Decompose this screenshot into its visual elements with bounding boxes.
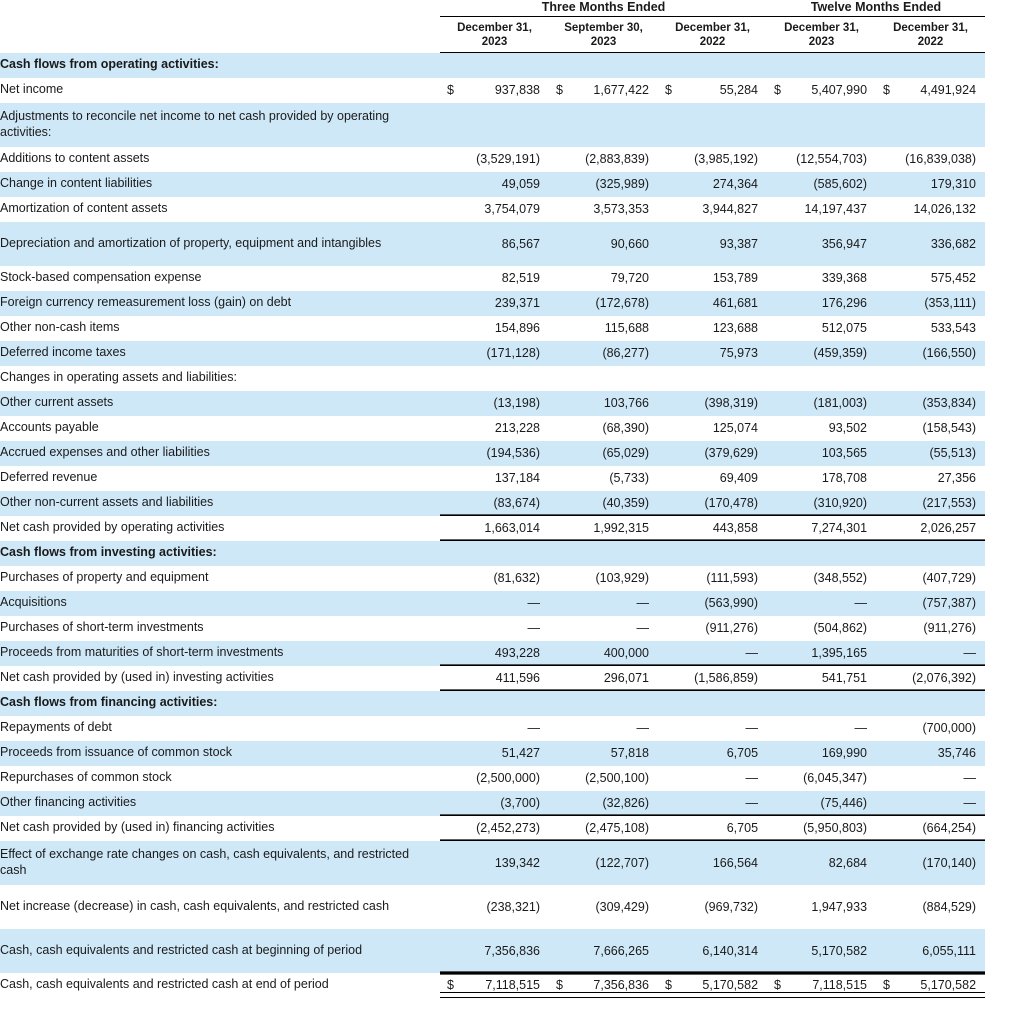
cell-value: 1,992,315 — [549, 516, 658, 541]
cell-value: 356,947 — [767, 222, 876, 266]
currency-symbol: $ — [774, 978, 781, 993]
cell-value: 139,342 — [440, 841, 549, 885]
cell-value — [876, 691, 985, 716]
cell-value: (379,629) — [658, 441, 767, 466]
row-label: Depreciation and amortization of property, equipment and intangibles — [0, 222, 440, 266]
row-label: Other current assets — [0, 391, 440, 416]
table-row — [0, 78, 985, 103]
table-row — [0, 841, 985, 885]
cell-value — [549, 366, 658, 391]
cell-value: (563,990) — [658, 591, 767, 616]
table-row — [0, 491, 985, 516]
cell-value: 512,075 — [767, 316, 876, 341]
currency-symbol: $ — [883, 83, 890, 98]
row-label: Deferred income taxes — [0, 341, 440, 366]
cell-value: (32,826) — [549, 791, 658, 816]
cell-value: (122,707) — [549, 841, 658, 885]
cell-value — [767, 541, 876, 566]
cell-number: 5,407,990 — [811, 83, 868, 98]
cell-value — [658, 973, 767, 998]
cell-value — [658, 366, 767, 391]
currency-symbol: $ — [665, 83, 672, 98]
cell-value: (1,586,859) — [658, 666, 767, 691]
column-header-1 — [549, 17, 658, 53]
cell-value: (585,602) — [767, 172, 876, 197]
cell-value: 49,059 — [440, 172, 549, 197]
total-row-label: Net cash provided by (used in) investing activities — [0, 666, 440, 691]
column-header-4-line2: 2022 — [917, 36, 944, 49]
table-row — [0, 516, 985, 541]
row-label: Accrued expenses and other liabilities — [0, 441, 440, 466]
cell-value: 27,356 — [876, 466, 985, 491]
header-spacer-2 — [0, 17, 440, 53]
table-row — [0, 316, 985, 341]
table-row — [0, 691, 985, 716]
table-body — [0, 53, 985, 998]
cell-value: 411,596 — [440, 666, 549, 691]
cell-value: (5,950,803) — [767, 816, 876, 841]
cell-value — [658, 691, 767, 716]
cell-value: (911,276) — [658, 616, 767, 641]
cell-value: 178,708 — [767, 466, 876, 491]
row-label: Other non-cash items — [0, 316, 440, 341]
cell-value: (158,543) — [876, 416, 985, 441]
cell-value: (309,429) — [549, 885, 658, 929]
cell-value: (166,550) — [876, 341, 985, 366]
cell-value: (172,678) — [549, 291, 658, 316]
cell-value: — — [549, 716, 658, 741]
cell-value: 103,565 — [767, 441, 876, 466]
cell-value: 14,026,132 — [876, 197, 985, 222]
cell-value: 400,000 — [549, 641, 658, 666]
table-row — [0, 341, 985, 366]
table-row — [0, 53, 985, 78]
cell-value: (3,700) — [440, 791, 549, 816]
table-row — [0, 197, 985, 222]
total-row-label: Net cash provided by (used in) financing activities — [0, 816, 440, 841]
cell-value: 35,746 — [876, 741, 985, 766]
cell-value: (5,733) — [549, 466, 658, 491]
row-label: Additions to content assets — [0, 147, 440, 172]
cell-value — [440, 53, 549, 78]
table-row — [0, 929, 985, 973]
cell-value: 336,682 — [876, 222, 985, 266]
cell-value — [440, 691, 549, 716]
cell-value: (884,529) — [876, 885, 985, 929]
cell-value — [658, 53, 767, 78]
cell-value: 14,197,437 — [767, 197, 876, 222]
cell-value — [876, 541, 985, 566]
cell-value — [549, 973, 658, 998]
cell-number: 4,491,924 — [920, 83, 977, 98]
cell-number: 5,170,582 — [920, 978, 977, 993]
row-label: Other financing activities — [0, 791, 440, 816]
cell-value: 2,026,257 — [876, 516, 985, 541]
cell-value: 213,228 — [440, 416, 549, 441]
row-label: Repayments of debt — [0, 716, 440, 741]
cell-value: — — [658, 641, 767, 666]
column-header-1-line1: September 30, — [564, 22, 643, 34]
cell-value: (40,359) — [549, 491, 658, 516]
cell-value: 6,055,111 — [876, 929, 985, 973]
cell-value: 57,818 — [549, 741, 658, 766]
column-group-row — [0, 0, 985, 17]
cell-value: — — [549, 616, 658, 641]
table-row — [0, 766, 985, 791]
row-label: Adjustments to reconcile net income to net cash provided by operating activities: — [0, 103, 440, 147]
cell-value: 125,074 — [658, 416, 767, 441]
cell-value: 103,766 — [549, 391, 658, 416]
column-header-0-line1: December 31, — [457, 22, 532, 34]
cell-value: — — [876, 766, 985, 791]
cell-value: (2,452,273) — [440, 816, 549, 841]
cell-value: — — [767, 716, 876, 741]
cell-value: 443,858 — [658, 516, 767, 541]
cell-value: 533,543 — [876, 316, 985, 341]
cell-value: 6,705 — [658, 816, 767, 841]
cell-value — [549, 103, 658, 147]
currency-symbol: $ — [883, 978, 890, 993]
table-row — [0, 591, 985, 616]
cell-value: (194,536) — [440, 441, 549, 466]
cell-value — [876, 103, 985, 147]
cell-value: (55,513) — [876, 441, 985, 466]
table-row — [0, 441, 985, 466]
column-header-2-line1: December 31, — [675, 22, 750, 34]
cell-value — [658, 103, 767, 147]
cell-value: 3,754,079 — [440, 197, 549, 222]
cell-value: (12,554,703) — [767, 147, 876, 172]
cell-value: 274,364 — [658, 172, 767, 197]
cell-value: 1,395,165 — [767, 641, 876, 666]
cell-value: (238,321) — [440, 885, 549, 929]
column-header-0-line2: 2023 — [481, 36, 508, 49]
cell-value: 339,368 — [767, 266, 876, 291]
cell-value: 86,567 — [440, 222, 549, 266]
cell-value: 82,519 — [440, 266, 549, 291]
cell-value: 7,666,265 — [549, 929, 658, 973]
cell-value: 3,944,827 — [658, 197, 767, 222]
cell-value: 51,427 — [440, 741, 549, 766]
cell-value: (3,529,191) — [440, 147, 549, 172]
column-header-4 — [876, 17, 985, 53]
table-row — [0, 366, 985, 391]
table-row — [0, 641, 985, 666]
cell-value — [549, 541, 658, 566]
cell-value: 6,705 — [658, 741, 767, 766]
column-header-3 — [767, 17, 876, 53]
cell-value: — — [440, 591, 549, 616]
cell-value: 179,310 — [876, 172, 985, 197]
cell-value — [767, 78, 876, 103]
cell-value: (310,920) — [767, 491, 876, 516]
cell-value — [876, 973, 985, 998]
cell-value: (348,552) — [767, 566, 876, 591]
cell-value — [440, 973, 549, 998]
column-group-twelve-months: Twelve Months Ended — [767, 0, 985, 17]
cell-value: — — [440, 616, 549, 641]
cell-value — [549, 78, 658, 103]
row-label: Net increase (decrease) in cash, cash equivalents, and restricted cash — [0, 885, 440, 929]
cell-value: (111,593) — [658, 566, 767, 591]
table-row — [0, 791, 985, 816]
row-label: Stock-based compensation expense — [0, 266, 440, 291]
cell-value: (81,632) — [440, 566, 549, 591]
table-row — [0, 291, 985, 316]
cell-value — [767, 973, 876, 998]
cell-value: 115,688 — [549, 316, 658, 341]
cell-value — [549, 691, 658, 716]
currency-symbol: $ — [665, 978, 672, 993]
currency-symbol: $ — [556, 83, 563, 98]
column-header-3-line2: 2023 — [808, 36, 835, 49]
row-label: Proceeds from maturities of short-term investments — [0, 641, 440, 666]
cell-value: 69,409 — [658, 466, 767, 491]
row-label: Amortization of content assets — [0, 197, 440, 222]
cell-value: 541,751 — [767, 666, 876, 691]
table-row — [0, 716, 985, 741]
cell-value: 137,184 — [440, 466, 549, 491]
cell-value: (2,883,839) — [549, 147, 658, 172]
cell-value — [658, 78, 767, 103]
cell-value — [767, 366, 876, 391]
row-label: Foreign currency remeasurement loss (gain) on debt — [0, 291, 440, 316]
column-header-4-line1: December 31, — [893, 22, 968, 34]
table-row — [0, 391, 985, 416]
table-row — [0, 566, 985, 591]
cell-value: (700,000) — [876, 716, 985, 741]
table-row — [0, 466, 985, 491]
cell-value: 154,896 — [440, 316, 549, 341]
cell-value: (504,862) — [767, 616, 876, 641]
cell-value: — — [440, 716, 549, 741]
table-row — [0, 741, 985, 766]
cell-value: 575,452 — [876, 266, 985, 291]
cell-value: (757,387) — [876, 591, 985, 616]
cell-value: (2,500,100) — [549, 766, 658, 791]
table-row — [0, 885, 985, 929]
cell-value — [440, 78, 549, 103]
cell-value: 79,720 — [549, 266, 658, 291]
row-label: Purchases of short-term investments — [0, 616, 440, 641]
table-row — [0, 541, 985, 566]
cell-number: 7,118,515 — [485, 978, 540, 993]
cell-value — [767, 103, 876, 147]
row-label: Net income — [0, 78, 440, 103]
cell-value: 1,663,014 — [440, 516, 549, 541]
cell-value — [767, 53, 876, 78]
cell-value: (170,478) — [658, 491, 767, 516]
table-row — [0, 416, 985, 441]
cell-value: (2,076,392) — [876, 666, 985, 691]
cell-value: (407,729) — [876, 566, 985, 591]
cell-value: — — [767, 591, 876, 616]
cell-value — [876, 53, 985, 78]
row-label: Deferred revenue — [0, 466, 440, 491]
cell-value: (68,390) — [549, 416, 658, 441]
total-row-label: Net cash provided by operating activities — [0, 516, 440, 541]
row-label: Change in content liabilities — [0, 172, 440, 197]
cell-value: — — [876, 791, 985, 816]
row-label: Accounts payable — [0, 416, 440, 441]
cell-value: (3,985,192) — [658, 147, 767, 172]
cell-number: 937,838 — [494, 83, 540, 98]
cell-value: (181,003) — [767, 391, 876, 416]
currency-symbol: $ — [447, 83, 454, 98]
table-header — [0, 0, 985, 53]
cell-value: (2,500,000) — [440, 766, 549, 791]
cell-value: 239,371 — [440, 291, 549, 316]
cell-value — [658, 541, 767, 566]
cell-value: (103,929) — [549, 566, 658, 591]
cell-value — [876, 366, 985, 391]
cell-value: 3,573,353 — [549, 197, 658, 222]
cell-number: 1,677,422 — [593, 83, 649, 98]
header-spacer — [0, 0, 440, 17]
cell-value: (16,839,038) — [876, 147, 985, 172]
cell-value: (969,732) — [658, 885, 767, 929]
row-label: Repurchases of common stock — [0, 766, 440, 791]
cell-value: (13,198) — [440, 391, 549, 416]
cell-value — [440, 103, 549, 147]
cell-value: (664,254) — [876, 816, 985, 841]
table-row — [0, 103, 985, 147]
cell-value: (217,553) — [876, 491, 985, 516]
cell-value — [876, 78, 985, 103]
row-label: Purchases of property and equipment — [0, 566, 440, 591]
cell-value: (325,989) — [549, 172, 658, 197]
cell-value: 176,296 — [767, 291, 876, 316]
cell-value: (353,834) — [876, 391, 985, 416]
cell-value: (2,475,108) — [549, 816, 658, 841]
cell-value: 461,681 — [658, 291, 767, 316]
cell-value: (170,140) — [876, 841, 985, 885]
section-header-label: Cash flows from financing activities: — [0, 691, 440, 716]
cell-value: — — [658, 791, 767, 816]
table-row — [0, 266, 985, 291]
row-label: Cash, cash equivalents and restricted cash at beginning of period — [0, 929, 440, 973]
cell-value: 7,274,301 — [767, 516, 876, 541]
cell-value: — — [658, 716, 767, 741]
table-row — [0, 222, 985, 266]
cell-value: 93,387 — [658, 222, 767, 266]
column-header-1-line2: 2023 — [590, 36, 617, 49]
table-row — [0, 616, 985, 641]
cell-value: (171,128) — [440, 341, 549, 366]
cell-value: 296,071 — [549, 666, 658, 691]
cell-value: (353,111) — [876, 291, 985, 316]
column-header-2 — [658, 17, 767, 53]
cell-value: 5,170,582 — [767, 929, 876, 973]
table-row — [0, 172, 985, 197]
section-header-label: Cash flows from operating activities: — [0, 53, 440, 78]
cell-value: 493,228 — [440, 641, 549, 666]
row-label: Other non-current assets and liabilities — [0, 491, 440, 516]
cell-value: (459,359) — [767, 341, 876, 366]
cell-number: 5,170,582 — [702, 978, 759, 993]
cell-value: — — [549, 591, 658, 616]
cell-value: 90,660 — [549, 222, 658, 266]
cell-value: (911,276) — [876, 616, 985, 641]
cell-value — [549, 53, 658, 78]
cell-value: (83,674) — [440, 491, 549, 516]
currency-symbol: $ — [774, 83, 781, 98]
cell-value: 75,973 — [658, 341, 767, 366]
cell-value: (75,446) — [767, 791, 876, 816]
table-row — [0, 973, 985, 998]
column-header-0 — [440, 17, 549, 53]
cell-value: 166,564 — [658, 841, 767, 885]
cell-value: — — [658, 766, 767, 791]
cell-value — [440, 541, 549, 566]
total-row-label: Cash, cash equivalents and restricted cash at end of period — [0, 973, 440, 998]
cell-value: 6,140,314 — [658, 929, 767, 973]
cell-value: — — [876, 641, 985, 666]
table-row — [0, 147, 985, 172]
column-group-three-months: Three Months Ended — [440, 0, 767, 17]
cell-value: (398,319) — [658, 391, 767, 416]
column-header-3-line1: December 31, — [784, 22, 859, 34]
currency-symbol: $ — [556, 978, 563, 993]
row-label: Acquisitions — [0, 591, 440, 616]
table-row — [0, 816, 985, 841]
cell-value: (65,029) — [549, 441, 658, 466]
cell-value: 93,502 — [767, 416, 876, 441]
column-header-row — [0, 17, 985, 53]
cell-number: 55,284 — [719, 83, 759, 98]
cell-value — [767, 691, 876, 716]
cell-value: 82,684 — [767, 841, 876, 885]
table-row — [0, 666, 985, 691]
column-header-2-line2: 2022 — [699, 36, 726, 49]
cell-value: 169,990 — [767, 741, 876, 766]
row-label: Changes in operating assets and liabilities: — [0, 366, 440, 391]
cell-value: 1,947,933 — [767, 885, 876, 929]
cell-value: (86,277) — [549, 341, 658, 366]
currency-symbol: $ — [447, 978, 454, 993]
cell-value: 7,356,836 — [440, 929, 549, 973]
cell-value: 153,789 — [658, 266, 767, 291]
cell-value — [440, 366, 549, 391]
row-label: Effect of exchange rate changes on cash, cash equivalents, and restricted cash — [0, 841, 440, 885]
cell-number: 7,118,515 — [812, 978, 868, 993]
cell-value: (6,045,347) — [767, 766, 876, 791]
cell-value: 123,688 — [658, 316, 767, 341]
row-label: Proceeds from issuance of common stock — [0, 741, 440, 766]
cell-number: 7,356,836 — [593, 978, 649, 993]
section-header-label: Cash flows from investing activities: — [0, 541, 440, 566]
